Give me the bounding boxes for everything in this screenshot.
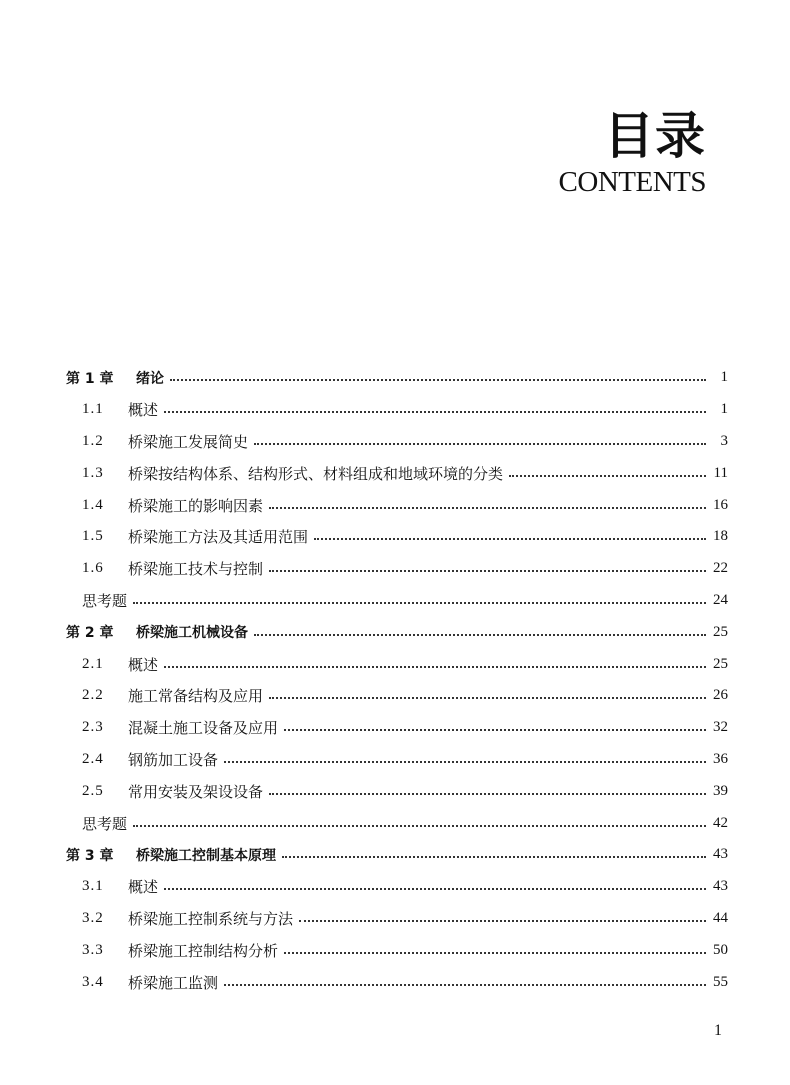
toc-chapter-entry[interactable] (0, 616, 790, 648)
dot-leader (509, 474, 706, 477)
toc-section-entry[interactable] (0, 966, 790, 998)
toc-entry-number: 2.4 (82, 750, 104, 767)
dot-leader (269, 792, 706, 795)
toc-entry-page: 43 (713, 846, 728, 863)
toc-exercises-entry[interactable] (0, 585, 790, 617)
toc-section-entry[interactable] (0, 775, 790, 807)
dot-leader (284, 951, 706, 954)
toc-entry-number: 2.5 (82, 782, 104, 799)
toc-section-entry[interactable] (0, 648, 790, 680)
toc-entry-number: 3.2 (82, 909, 104, 926)
contents-title-chinese: 目录 (604, 107, 706, 165)
dot-leader (254, 442, 706, 445)
toc-entry-page: 42 (713, 814, 728, 831)
toc-chapter-entry[interactable] (0, 839, 790, 871)
toc-entry-title: 思考题 (82, 591, 128, 610)
toc-entry-number: 第 1 章 (66, 370, 114, 387)
dot-leader (224, 983, 706, 986)
toc-entry-title: 绪论 (136, 370, 164, 387)
toc-section-entry[interactable] (0, 489, 790, 521)
toc-entry-title: 常用安装及架设设备 (128, 782, 264, 801)
toc-section-entry[interactable] (0, 553, 790, 585)
toc-entry-number: 第 2 章 (66, 625, 114, 642)
toc-section-entry[interactable] (0, 871, 790, 903)
toc-entry-page: 26 (713, 687, 728, 704)
contents-title-english: CONTENTS (558, 166, 706, 198)
toc-entry-page: 1 (720, 401, 728, 418)
toc-entry-title: 混凝土施工设备及应用 (128, 719, 279, 738)
toc-entry-page: 43 (713, 878, 728, 895)
toc-entry-number: 2.1 (82, 655, 104, 672)
toc-entry-page: 3 (720, 432, 728, 449)
toc-entry-page: 25 (713, 623, 728, 640)
dot-leader (224, 760, 706, 763)
toc-entry-title: 桥梁施工控制基本原理 (136, 847, 276, 864)
toc-entry-title: 思考题 (82, 814, 128, 833)
toc-entry-number: 1.5 (82, 528, 104, 545)
toc-section-entry[interactable] (0, 521, 790, 553)
toc-entry-page: 44 (713, 909, 728, 926)
toc-section-entry[interactable] (0, 934, 790, 966)
toc-entry-number: 1.1 (82, 401, 104, 418)
toc-entry-title: 桥梁施工发展简史 (128, 432, 249, 451)
toc-section-entry[interactable] (0, 903, 790, 935)
toc-entry-number: 1.2 (82, 432, 104, 449)
toc-entry-number: 2.3 (82, 719, 104, 736)
dot-leader (269, 569, 706, 572)
dot-leader (164, 887, 706, 890)
toc-entry-title: 桥梁施工方法及其适用范围 (128, 528, 309, 547)
toc-entry-title: 桥梁施工控制结构分析 (128, 941, 279, 960)
toc-entry-title: 桥梁按结构体系、结构形式、材料组成和地域环境的分类 (128, 464, 504, 483)
dot-leader (164, 410, 706, 413)
toc-entry-title: 钢筋加工设备 (128, 750, 219, 769)
dot-leader (284, 728, 706, 731)
toc-entry-title: 概述 (128, 655, 159, 674)
toc-entry-page: 39 (713, 782, 728, 799)
toc-entry-number: 3.3 (82, 941, 104, 958)
dot-leader (314, 537, 706, 540)
contents-title-block (559, 108, 706, 198)
toc-entry-page: 1 (720, 369, 728, 386)
toc-section-entry[interactable] (0, 457, 790, 489)
toc-entry-page: 22 (713, 560, 728, 577)
toc-entry-title: 桥梁施工监测 (128, 973, 219, 992)
toc-entry-number: 1.6 (82, 560, 104, 577)
toc-entry-page: 32 (713, 719, 728, 736)
toc-entry-page: 50 (713, 941, 728, 958)
toc-entry-title: 桥梁施工控制系统与方法 (128, 909, 294, 928)
toc-entry-title: 概述 (128, 401, 159, 420)
dot-leader (164, 665, 706, 668)
toc-entry-page: 18 (713, 528, 728, 545)
toc-section-entry[interactable] (0, 712, 790, 744)
toc-section-entry[interactable] (0, 744, 790, 776)
toc-entry-title: 施工常备结构及应用 (128, 687, 264, 706)
dot-leader (133, 824, 706, 827)
toc-chapter-entry[interactable] (0, 362, 790, 394)
toc-entry-page: 11 (713, 464, 728, 481)
toc-entry-number: 2.2 (82, 687, 104, 704)
toc-entry-title: 桥梁施工的影响因素 (128, 496, 264, 515)
toc-entry-page: 55 (713, 973, 728, 990)
dot-leader (282, 855, 706, 858)
page-number: 1 (714, 1022, 722, 1039)
toc-entry-number: 1.3 (82, 464, 104, 481)
toc-entry-number: 3.4 (82, 973, 104, 990)
toc-exercises-entry[interactable] (0, 807, 790, 839)
toc-entry-number: 1.4 (82, 496, 104, 513)
toc-entry-title: 概述 (128, 878, 159, 897)
dot-leader (170, 378, 706, 381)
toc-entry-title: 桥梁施工技术与控制 (128, 560, 264, 579)
dot-leader (269, 506, 706, 509)
toc-entry-title: 桥梁施工机械设备 (136, 625, 248, 642)
toc-entry-page: 16 (713, 496, 728, 513)
toc-entry-page: 36 (713, 750, 728, 767)
toc-entry-page: 25 (713, 655, 728, 672)
dot-leader (133, 601, 706, 604)
dot-leader (299, 919, 706, 922)
toc-section-entry[interactable] (0, 680, 790, 712)
toc-entry-page: 24 (713, 591, 728, 608)
dot-leader (254, 633, 706, 636)
toc-entry-number: 第 3 章 (66, 847, 114, 864)
toc-entry-number: 3.1 (82, 878, 104, 895)
table-of-contents (0, 362, 790, 998)
toc-section-entry[interactable] (0, 426, 790, 458)
toc-section-entry[interactable] (0, 394, 790, 426)
dot-leader (269, 696, 706, 699)
